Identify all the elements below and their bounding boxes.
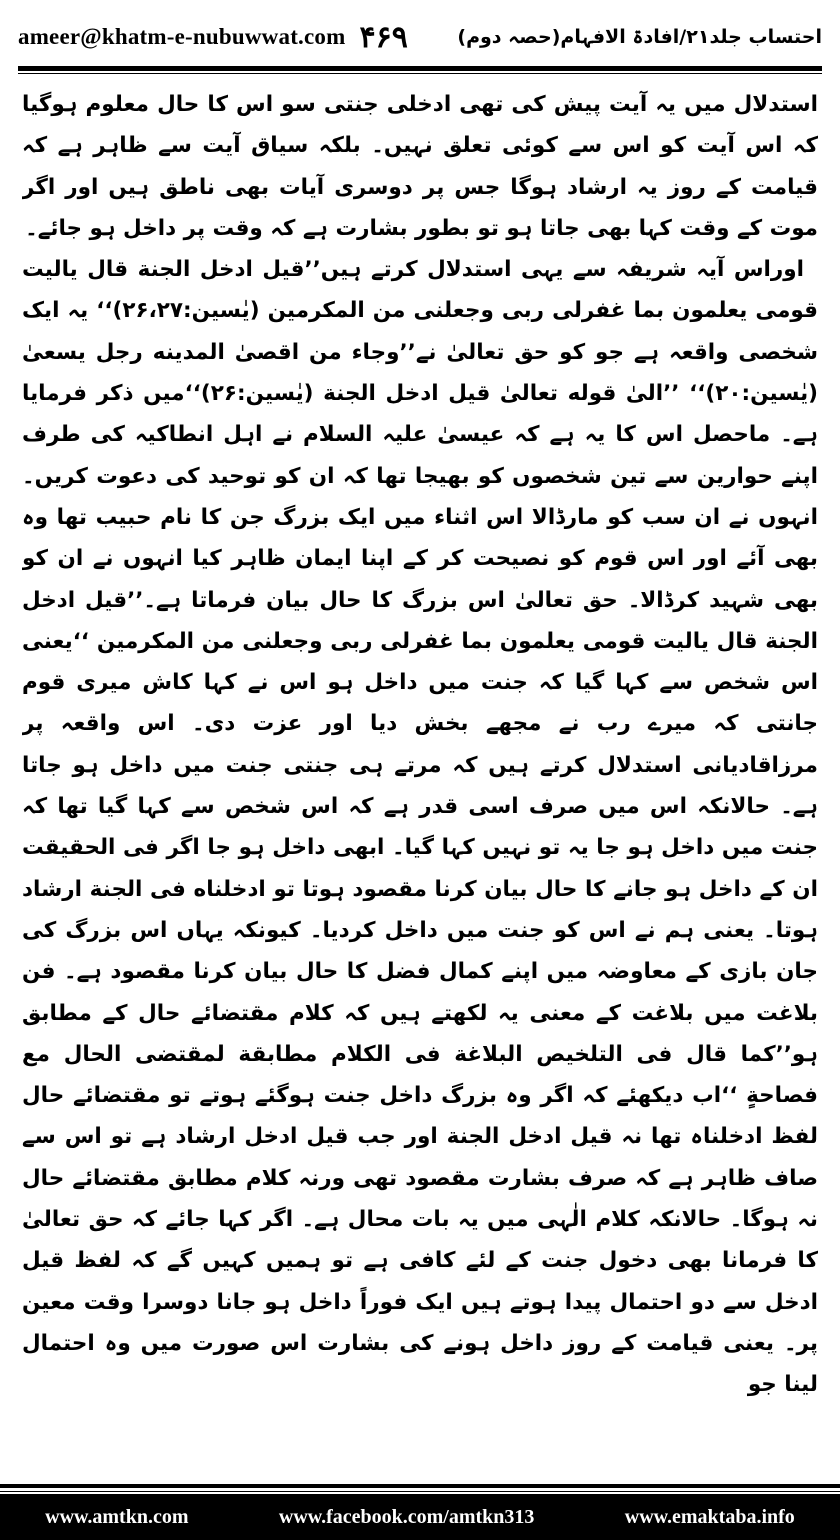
footer-divider <box>0 1484 840 1492</box>
book-title: احتساب جلد۲۱/افادۃ الافہام(حصہ دوم) <box>457 26 822 48</box>
paragraph: استدلال میں یہ آیت پیش کی تھی ادخلی جنتی سو اس کا حال معلوم ہوگیا کہ اس آیت کو اس سے کوئی تعلق نہیں۔ بلکہ سیاق آیت سے ظاہر ہے کہ قیامت کے روز یہ ارشاد ہوگا جس پر دوسری آیات بھی ناطق ہیں اور اگر موت کے وقت کہا بھی جاتا ہو تو بطور بشارت ہے کہ وقت پر داخل ہو جائے۔ <box>22 92 818 241</box>
footer-link-emaktaba[interactable]: www.emaktaba.info <box>624 1505 795 1528</box>
page-number: ۴۶۹ <box>359 19 408 55</box>
footer-link-amtkn[interactable]: www.amtkn.com <box>45 1505 189 1528</box>
header-divider <box>18 66 822 74</box>
header-email[interactable]: ameer@khatm-e-nubuwwat.com <box>18 24 346 49</box>
paragraph: اوراس آیہ شریفہ سے یہی استدلال کرتے ہیں’’قیل ادخل الجنة قال یالیت قومی یعلمون بما غفرلی ربی وجعلنی من المکرمین (یٰسین:۲۶،۲۷)‘‘ یہ ایک شخصی واقعہ ہے جو کو حق تعالیٰ نے’’وجاء من اقصیٰ المدینه رجل یسعیٰ (یٰسین:۲۰)‘‘ ’’الیٰ قوله تعالیٰ قیل ادخل الجنة (یٰسین:۲۶)‘‘میں ذکر فرمایا ہے۔ ماحصل اس کا یہ ہے کہ عیسیٰ علیہ السلام نے اہل انطاکیہ کی طرف اپنے حوارین سے تین شخصوں کو بھیجا تھا کہ ان کو توحید کی دعوت کریں۔ انہوں نے ان سب کو مارڈالا اس اثناء میں ایک بزرگ جن کا نام حبیب تھا وہ بھی آئے اور اس قوم کو نصیحت کر کے اپنا ایمان ظاہر کیا انہوں نے ان کو بھی شہید کرڈالا۔ حق تعالیٰ اس بزرگ کا حال بیان فرماتا ہے۔’’قیل ادخل الجنة قال یالیت قومی یعلمون بما غفرلی ربی وجعلنی من المکرمین ‘‘یعنی اس شخص سے کہا گیا کہ جنت میں داخل ہو اس نے کہا کاش میری قوم جانتی کہ میرے رب نے مجھے بخش دیا اور عزت دی۔ اس واقعہ پر مرزاقادیانی استدلال کرتے ہیں کہ مرتے ہی جنتی جنت میں داخل ہو جاتا ہے۔ حالانکہ اس میں صرف اسی قدر ہے کہ اس شخص سے کہا گیا تھا کہ جنت میں داخل ہو جا یہ تو نہیں کہا گیا۔ ابھی داخل ہو جا اگر فی الحقیقت ان کے داخل ہو جانے کا حال بیان کرنا مقصود ہوتا تو ادخلناه فی الجنة ارشاد ہوتا۔ یعنی ہم نے اس کو جنت میں داخل کردیا۔ کیونکہ یہاں اس بزرگ کی جان بازی کے معاوضہ میں اپنے کمال فضل کا حال بیان کرنا مقصود ہے۔ فن بلاغت میں بلاغت کے معنی یہ لکھتے ہیں کہ کلام مقتضائے حال کے مطابق ہو’’کما قال فی التلخیص البلاغة فی الکلام مطابقة لمقتضی الحال مع فصاحةٍ ‘‘اب دیکھئے کہ اگر وہ بزرگ داخل جنت ہوگئے ہوتے تو مقتضائے حال لفظ ادخلناہ تھا نہ قیل ادخل الجنة اور جب قیل ادخل ارشاد ہے تو اس سے صاف ظاہر ہے کہ صرف بشارت مقصود تھی ورنہ کلام مطابق مقتضائے حال نہ ہوگا۔ حالانکہ کلام الٰہی میں یہ بات محال ہے۔ اگر کہا جائے کہ حق تعالیٰ کا فرمانا بھی دخول جنت کے لئے کافی ہے تو ہمیں کہیں گے کہ لفظ قیل ادخل سے دو احتمال پیدا ہوتے ہیں ایک فوراً داخل ہو جانا دوسرا وقت معین پر۔ یعنی قیامت کے روز داخل ہونے کی بشارت اس صورت میں وہ احتمال لینا جو <box>22 257 818 1398</box>
page-footer <box>0 1494 840 1540</box>
page-header <box>18 14 822 60</box>
footer-link-facebook[interactable]: www.facebook.com/amtkn313 <box>278 1505 535 1528</box>
header-left <box>18 20 408 55</box>
page-body <box>22 84 818 1484</box>
